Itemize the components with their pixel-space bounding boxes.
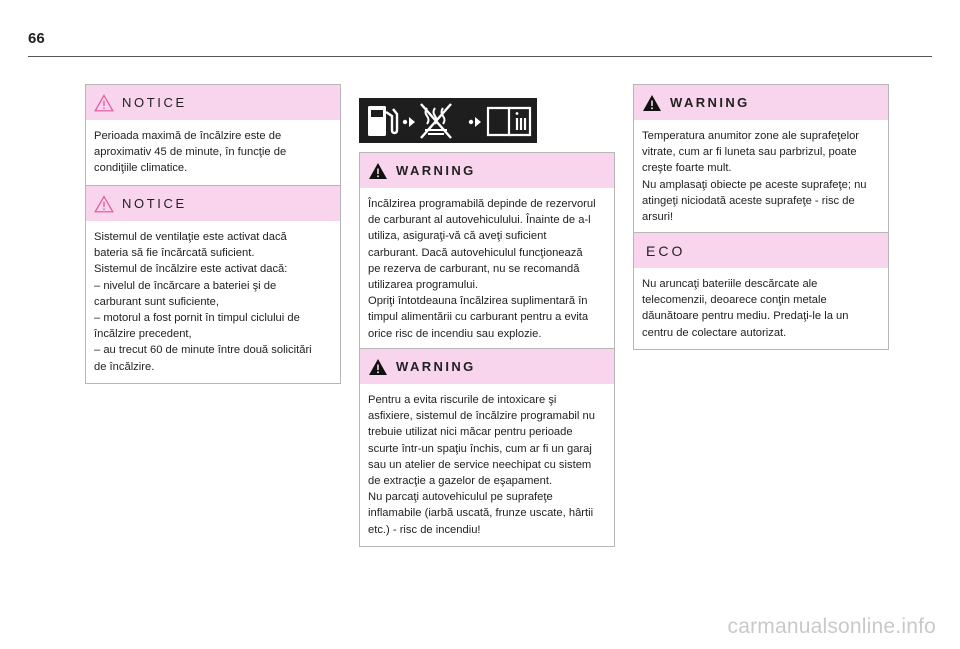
text-line: Pentru a evita riscurile de intoxicare şi (368, 394, 557, 406)
warning-header (360, 349, 614, 384)
text-line: – nivelul de încărcare a bateriei şi de (94, 279, 277, 292)
text-line: aproximativ 45 de minute, în funcţie de (94, 146, 287, 159)
text-line: Nu aruncaţi bateriile descărcate ale (642, 278, 818, 290)
caution-triangle-outline-icon (94, 195, 114, 213)
text-line: timpul alimentării cu carburant pentru a evita (368, 311, 589, 324)
text-line: condiţiile climatice. (94, 162, 188, 175)
text-line: Temperatura anumitor zone ale suprafeţelor (642, 130, 860, 142)
text-line: utilizarea programului. (368, 279, 479, 292)
fuel-pump-icon (368, 106, 397, 136)
warning-header (360, 153, 614, 188)
warning-title: WARNING (396, 359, 476, 374)
text-line: vitrate, cum ar fi luneta sau parbrizul, poate (642, 146, 857, 159)
notice-title: NOTICE (122, 196, 187, 211)
warning-triangle-filled-icon (368, 358, 388, 376)
text-line: pe rezerva de carburant, nu se recomandă (368, 262, 580, 275)
text-line: telecomenzii, deoarece conţin metale (642, 294, 827, 307)
manual-book-icon (488, 108, 530, 135)
text-line: creşte foarte mult. (642, 162, 732, 175)
caution-triangle-outline-icon (94, 94, 114, 112)
warning-title: WARNING (670, 95, 750, 110)
text-line: de extracţie a gazelor de eşapament. (368, 475, 553, 488)
no-heating-icon (421, 104, 451, 138)
warning-title: WARNING (396, 163, 476, 178)
text-line: Nu parcaţi autovehiculul pe suprafeţe (368, 491, 553, 504)
arrow-right-icon (403, 117, 415, 127)
text-line: etc.) - risc de incendiu! (368, 523, 481, 536)
warning-box-intoxication (359, 348, 615, 547)
text-line: dăunătoare pentru mediu. Predaţi-le la un (642, 310, 849, 323)
text-line: sau un atelier de service neechipat cu sistem (368, 458, 592, 471)
warning-body (360, 188, 614, 350)
warning-triangle-filled-icon (642, 94, 662, 112)
text-line: scurte într-un spaţiu închis, cum ar fi un garaj (368, 442, 592, 455)
text-line: asfixiere, sistemul de încălzire programabil nu (368, 410, 595, 423)
arrow-right-icon (469, 117, 481, 127)
warning-header (634, 85, 888, 120)
warning-body (360, 384, 614, 546)
text-line: – motorul a fost pornit în timpul ciclului de (94, 312, 300, 325)
text-line: carburant sunt suficiente, (94, 295, 219, 308)
page-number: 66 (28, 30, 45, 47)
text-line: de încălzire. (94, 360, 155, 373)
text-line: de carburant al autovehiculului. Înainte de a-l (368, 214, 591, 227)
notice-header (86, 85, 340, 120)
warning-box-fuel (359, 152, 615, 351)
text-line: centru de colectare autorizat. (642, 326, 787, 339)
top-rule (28, 56, 932, 57)
text-line: utiliza, asiguraţi-vă că aveţi suficient (368, 230, 547, 243)
notice-box-activation (85, 185, 341, 384)
text-line: arsuri! (642, 211, 674, 224)
warning-body (634, 120, 888, 233)
notice-body (86, 120, 340, 185)
text-line: încălzire precedent, (94, 328, 192, 341)
text-line: inflamabile (iarbă uscată, frunze uscate, hârtii (368, 507, 594, 520)
eco-header (634, 233, 888, 268)
text-line: carburant. Dacă autovehiculul funcţionează (368, 246, 583, 259)
text-line: bateria să fie încărcată suficient. (94, 247, 255, 260)
watermark: carmanualsonline.info (727, 615, 936, 638)
notice-body (86, 221, 340, 383)
heating-illustration (359, 98, 537, 143)
notice-box-heating-duration (85, 84, 341, 186)
warning-box-glass-temperature (633, 84, 889, 234)
text-line: Nu amplasaţi obiecte pe aceste suprafeţe; nu (642, 178, 867, 191)
text-line: atingeţi niciodată aceste suprafeţe - risc de (642, 194, 855, 207)
notice-title: NOTICE (122, 95, 187, 110)
text-line: Perioada maximă de încălzire este de (94, 130, 282, 142)
text-line: orice risc de incendiu sau explozie. (368, 327, 542, 340)
notice-header (86, 186, 340, 221)
text-line: Încălzirea programabilă depinde de rezervorul (368, 198, 596, 210)
text-line: Sistemul de ventilaţie este activat dacă (94, 231, 287, 243)
eco-box-battery-disposal (633, 232, 889, 350)
text-line: Sistemul de încălzire este activat dacă: (94, 263, 288, 276)
text-line: Opriţi întotdeauna încălzirea suplimentară în (368, 295, 588, 308)
eco-title: ECO (646, 242, 686, 259)
text-line: trebuie utilizat nici măcar pentru perioade (368, 426, 573, 439)
warning-triangle-filled-icon (368, 162, 388, 180)
eco-body (634, 268, 888, 349)
text-line: – au trecut 60 de minute între două solicitări (94, 344, 312, 357)
